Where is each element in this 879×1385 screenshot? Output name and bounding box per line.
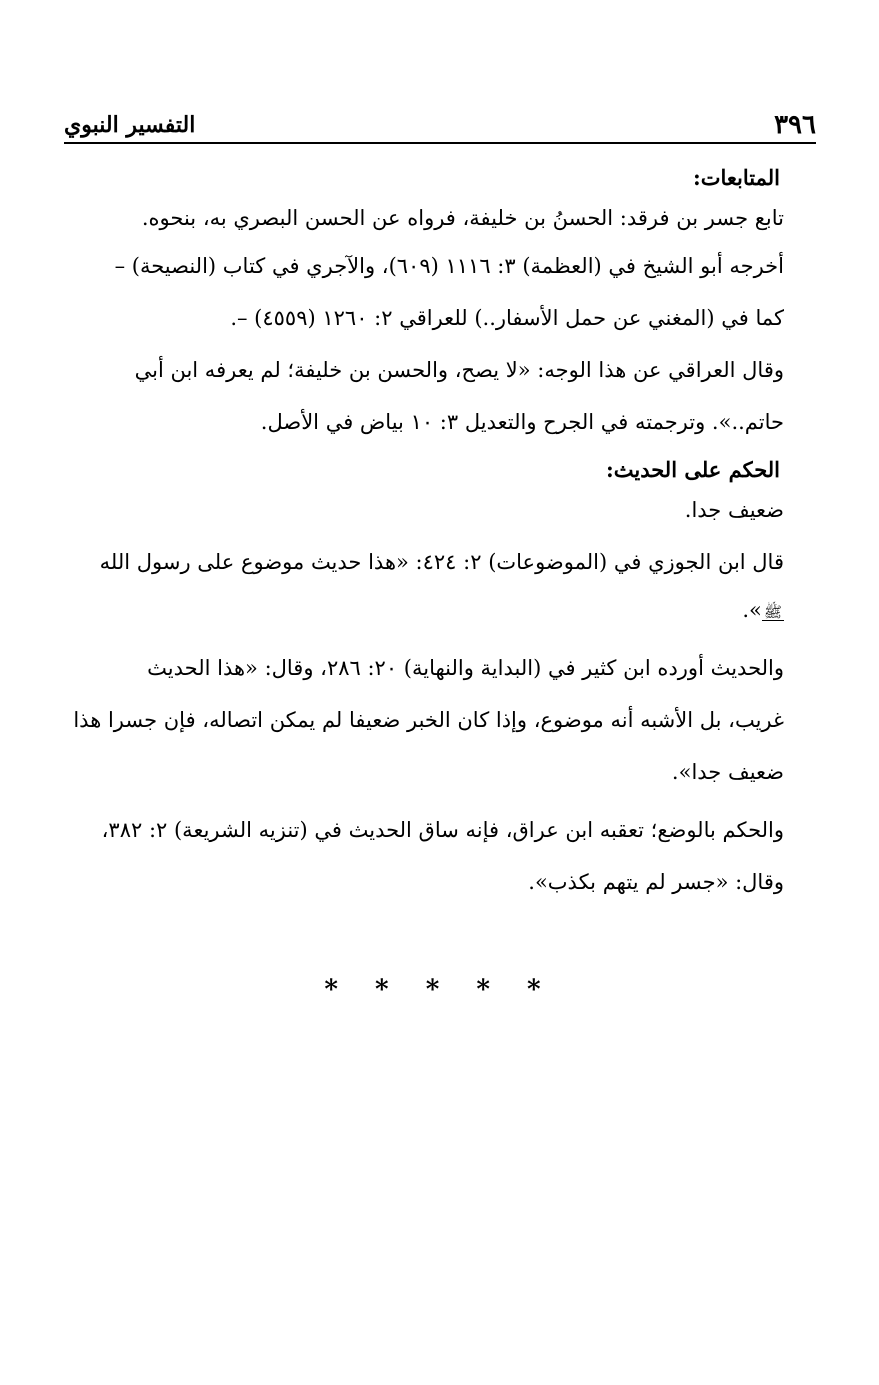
text-line: كما في (المغني عن حمل الأسفار..) للعراقي ٢: ١٢٦٠ (٤٥٥٩) –. (230, 306, 784, 330)
book-title: التفسير النبوي (64, 112, 196, 138)
page-header (64, 108, 816, 142)
text-line: ضعيف جدا. (684, 498, 784, 522)
text-line: وقال: «جسر لم يتهم بكذب». (528, 870, 784, 894)
text-line: حاتم..». وترجمته في الجرح والتعديل ٣: ١٠ بياض في الأصل. (260, 410, 784, 434)
salawat-glyph: ﷺ (763, 603, 782, 621)
page-body (64, 158, 784, 902)
section-separator: * * * * * (324, 975, 555, 1005)
text-line: قال ابن الجوزي في (الموضوعات) ٢: ٤٢٤: «هذا حديث موضوع على رسول الله (99, 550, 784, 574)
text-line: ضعيف جدا». (671, 760, 784, 784)
page-number: ٣٩٦ (774, 110, 816, 140)
ruling-heading: الحكم على الحديث: (606, 457, 780, 482)
followups-heading: المتابعات: (692, 165, 780, 190)
text-line: أخرجه أبو الشيخ في (العظمة) ٣: ١١١٦ (٦٠٩)، والآجري في كتاب (النصيحة) – (114, 254, 784, 278)
quote-close: ». (742, 598, 762, 622)
text-line: تابع جسر بن فرقد: الحسنُ بن خليفة، فرواه عن الحسن البصري به، بنحوه. (141, 206, 784, 230)
header-rule (64, 142, 816, 144)
text-line-continuation (64, 590, 784, 630)
text-line: وقال العراقي عن هذا الوجه: «لا يصح، والحسن بن خليفة؛ لم يعرفه ابن أبي (134, 358, 784, 382)
text-line: والحديث أورده ابن كثير في (البداية والنهاية) ٢٠: ٢٨٦، وقال: «هذا الحديث (147, 656, 784, 680)
text-line: والحكم بالوضع؛ تعقبه ابن عراق، فإنه ساق الحديث في (تنزيه الشريعة) ٢: ٣٨٢، (101, 818, 784, 842)
text-line: غريب، بل الأشبه أنه موضوع، وإذا كان الخبر ضعيفا لم يمكن اتصاله، فإن جسرا هذا (73, 708, 784, 732)
